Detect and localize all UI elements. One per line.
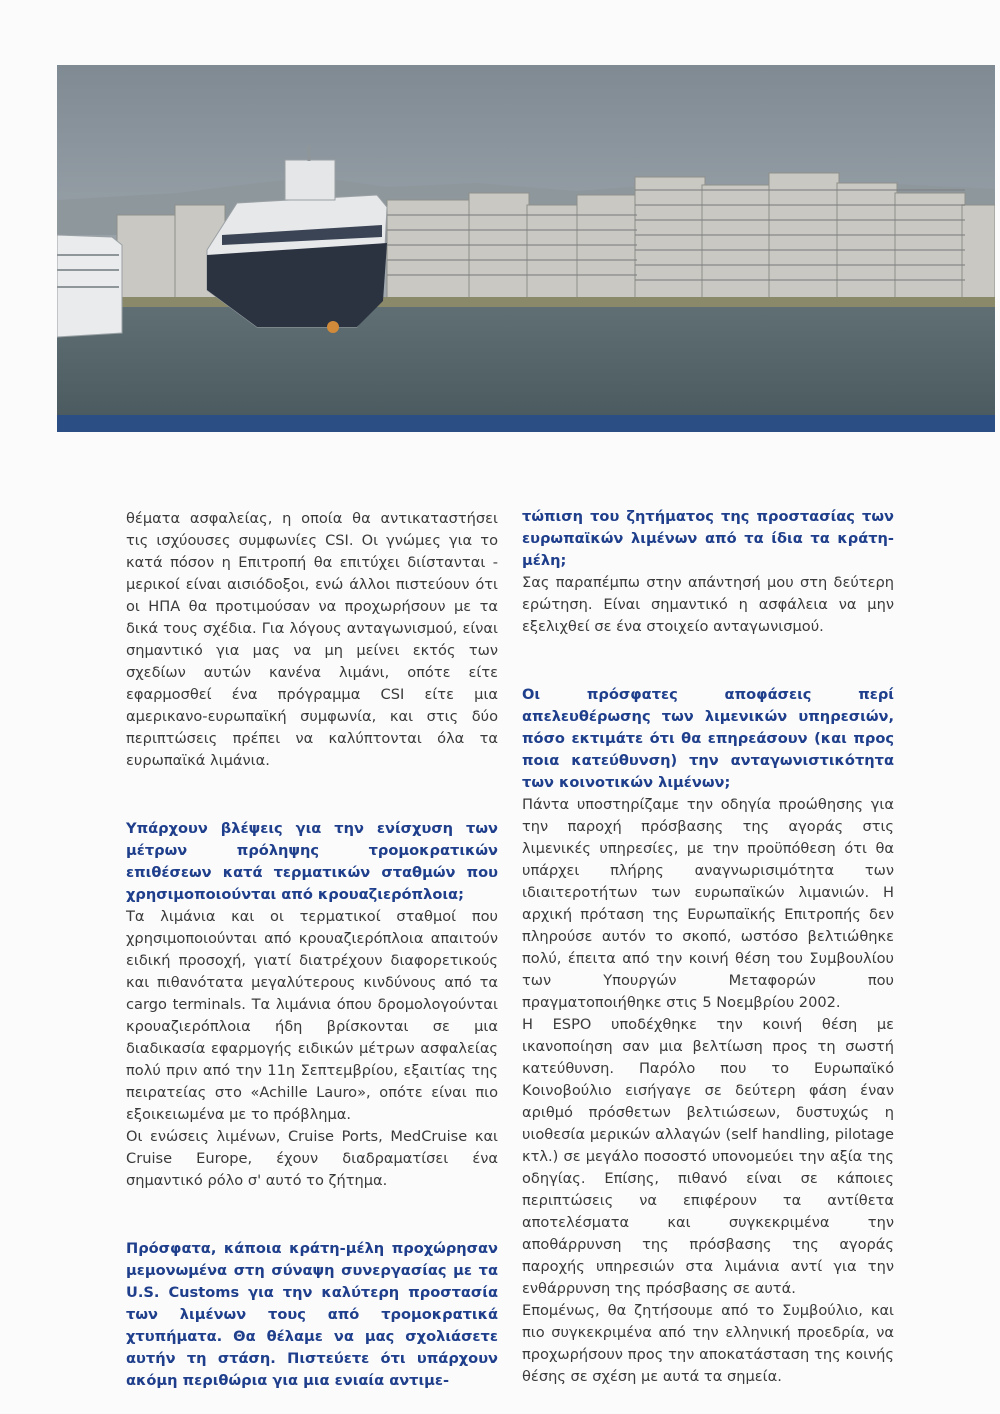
question-us-customs-continued: τώπιση του ζητήματος της προστασίας των ευρωπαϊκών λιμένων από τα ίδια τα κράτη-μέλη; (522, 508, 894, 569)
harbor-photo (57, 65, 995, 432)
answer-paragraph: Πάντα υποστηρίζαμε την οδηγία προώθησης για την παροχή πρόσβασης της αγοράς στις λιμενικές υπηρεσίες, με την προϋπόθεση ότι θα υπάρχει πλήρης αναγνωρισιμότητα των ιδιαιτεροτήτων των ευρωπαϊκών λιμανιών. Η αρχική πρόταση της Ευρωπαϊκής Επιτροπής δεν πληρούσε αυτόν το σκοπό, ωστόσο βελτιώθηκε πολύ, έπειτα από την κοινή θέση του Συμβουλίου των Υπουργών Μεταφορών που πραγματοποιήθηκε στις 5 Νοεμβρίου 2002. (522, 796, 894, 1011)
question-us-customs: Πρόσφατα, κάποια κράτη-μέλη προχώρησαν μεμονωμένα στη σύναψη συνεργασίας με τα U.S. Customs για την καλύτερη προστασία των λιμένων τους από τρομοκρατικά χτυπήματα. Θα θέλαμε να μας σχολιάσετε αυτήν τη στάση. Πιστεύετε ότι υπάρχουν ακόμη περιθώρια για μια ενιαία αντιμε- (126, 1240, 498, 1389)
answer-paragraph: Τα λιμάνια και οι τερματικοί σταθμοί που χρησιμοποιούνται από κρουαζιερόπλοια απαιτούν ειδική προσοχή, γιατί διατρέχουν διαφορετικούς και πιθανότατα μεγαλύτερους κινδύνους από τα cargo terminals. Τα λιμάνια όπου δρομολογούνται κρουαζιερόπλοια ήδη βρίσκονται σε μια διαδικασία εφαρμογής ειδικών μέτρων ασφαλείας πολύ πριν από την 11η Σεπτεμβρίου, εξαιτίας της πειρατείας στο «Achille Lauro», οπότε είναι πιο εξοικειωμένα με το πρόβλημα. (126, 908, 498, 1123)
answer-paragraph: Επομένως, θα ζητήσουμε από το Συμβούλιο, και πιο συγκεκριμένα από την ελληνική προεδρία, να προχωρήσουν προς την αποκατάσταση της κοινής θέσης σε σχέση με αυτά τα σημεία. (522, 1302, 894, 1385)
answer-paragraph: Σας παραπέμπω στην απάντησή μου στη δεύτερη ερώτηση. Είναι σημαντικό η ασφάλεια να μην εξελιχθεί σε ένα στοιχείο ανταγωνισμού. (522, 574, 894, 635)
answer-paragraph: Οι ενώσεις λιμένων, Cruise Ports, MedCruise και Cruise Europe, έχουν διαδραματίσει ένα σημαντικό ρόλο σ' αυτό το ζήτημα. (126, 1128, 498, 1189)
question-security-cruise: Υπάρχουν βλέψεις για την ενίσχυση των μέτρων πρόληψης τρομοκρατικών επιθέσεων κατά τερματικών σταθμών που χρησιμοποιούνται από κρουαζιερόπλοια; (126, 820, 498, 903)
answer-paragraph: θέματα ασφαλείας, η οποία θα αντικαταστήσει τις ισχύουσες συμφωνίες CSI. Οι γνώμες για το κατά πόσον η Επιτροπή θα επιτύχει διίστανται - μερικοί είναι αισιόδοξοι, ενώ άλλοι πιστεύουν ότι οι ΗΠΑ θα προτιμούσαν να προχωρήσουν με τα δικά τους σχέδια. Για λόγους ανταγωνισμού, είναι σημαντικό για μας να μη μείνει εκτός των σχεδίων αυτών κανένα λιμάνι, οπότε είτε εφαρμοσθεί ένα πρόγραμμα CSI είτε μια αμερικανο-ευρωπαϊκή συμφωνία, και στις δύο περιπτώσεις πρέπει να καλύπτονται όλα τα ευρωπαϊκά λιμάνια. (126, 510, 498, 769)
left-column (126, 508, 498, 1392)
question-port-liberalisation: Οι πρόσφατες αποφάσεις περί απελευθέρωσης των λιμενικών υπηρεσιών, πόσο εκτιμάτε ότι θα επηρεάσουν (και προς ποια κατεύθυνση) την ανταγωνιστικότητα των κοινοτικών λιμένων; (522, 686, 894, 791)
right-column (522, 506, 894, 1388)
answer-paragraph: Η ESPO υποδέχθηκε την κοινή θέση με ικανοποίηση σαν μια βελτίωση προς τη σωστή κατεύθυνση. Παρόλο που το Ευρωπαϊκό Κοινοβούλιο εισήγαγε σε δεύτερη φάση έναν αριθμό πρόσθετων βελτιώσεων, δυστυχώς η υιοθεσία μερικών αλλαγών (self handling, pilotage κτλ.) σε μεγάλο ποσοστό υπονομεύει την αξία της οδηγίας. Επίσης, πιθανό είναι σε κάποιες περιπτώσεις να επιφέρουν τα αντίθετα αποτελέσματα και συγκεκριμένα την αποθάρρυνση της πρόσβασης της αγοράς παροχής υπηρεσιών στα λιμάνια αντί για την ενθάρρυνση της πρόσβασης σε αυτά. (522, 1016, 894, 1297)
